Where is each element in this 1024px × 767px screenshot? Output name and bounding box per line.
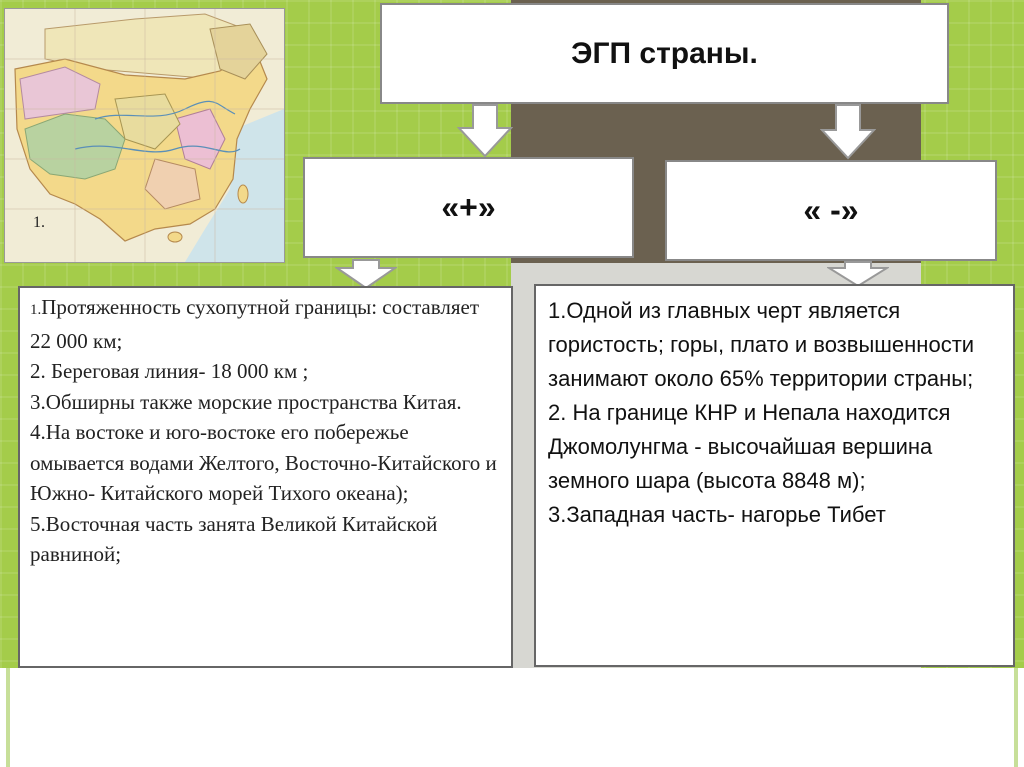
advantages-header: «+» bbox=[441, 189, 496, 225]
list-item: 4.На востоке и юго-востоке его побережье омывается водами Желтого, Восточно-Китайского и Южно- Китайского морей Тихого океана); bbox=[30, 420, 497, 505]
list-item: 1.Протяженность сухопутной границы: составляет 22 000 км; bbox=[30, 295, 479, 353]
down-arrow-icon bbox=[335, 259, 397, 289]
advantages-list bbox=[18, 286, 513, 668]
title-box bbox=[380, 3, 949, 104]
map-label: 1. bbox=[33, 214, 45, 231]
list-item: 2. Береговая линия- 18 000 км ; bbox=[30, 359, 309, 383]
bottom-white-strip bbox=[0, 668, 1024, 767]
disadvantages-list bbox=[534, 284, 1015, 667]
list-item: 1.Одной из главных черт является гористость; горы, плато и возвышенности занимают около 65% территории страны; bbox=[548, 298, 975, 391]
list-item: 5.Восточная часть занята Великой Китайской равниной; bbox=[30, 511, 438, 566]
list-item: 2. На границе КНР и Непала находится Джомолунгма - высочайшая вершина земного шара (высота 8848 м); bbox=[548, 400, 951, 493]
down-arrow-icon bbox=[820, 104, 876, 160]
china-map-drawing bbox=[5, 9, 284, 262]
page-title: ЭГП страны. bbox=[571, 36, 758, 70]
list-item: 3.Обширны также морские пространства Китая. bbox=[30, 389, 462, 414]
down-arrow-icon bbox=[457, 104, 513, 158]
disadvantages-header: « -» bbox=[803, 192, 859, 228]
china-map-image bbox=[4, 8, 285, 263]
advantages-header-box bbox=[303, 157, 634, 258]
list-item: 3.Западная часть- нагорье Тибет bbox=[548, 502, 886, 527]
disadvantages-header-box bbox=[665, 160, 997, 261]
